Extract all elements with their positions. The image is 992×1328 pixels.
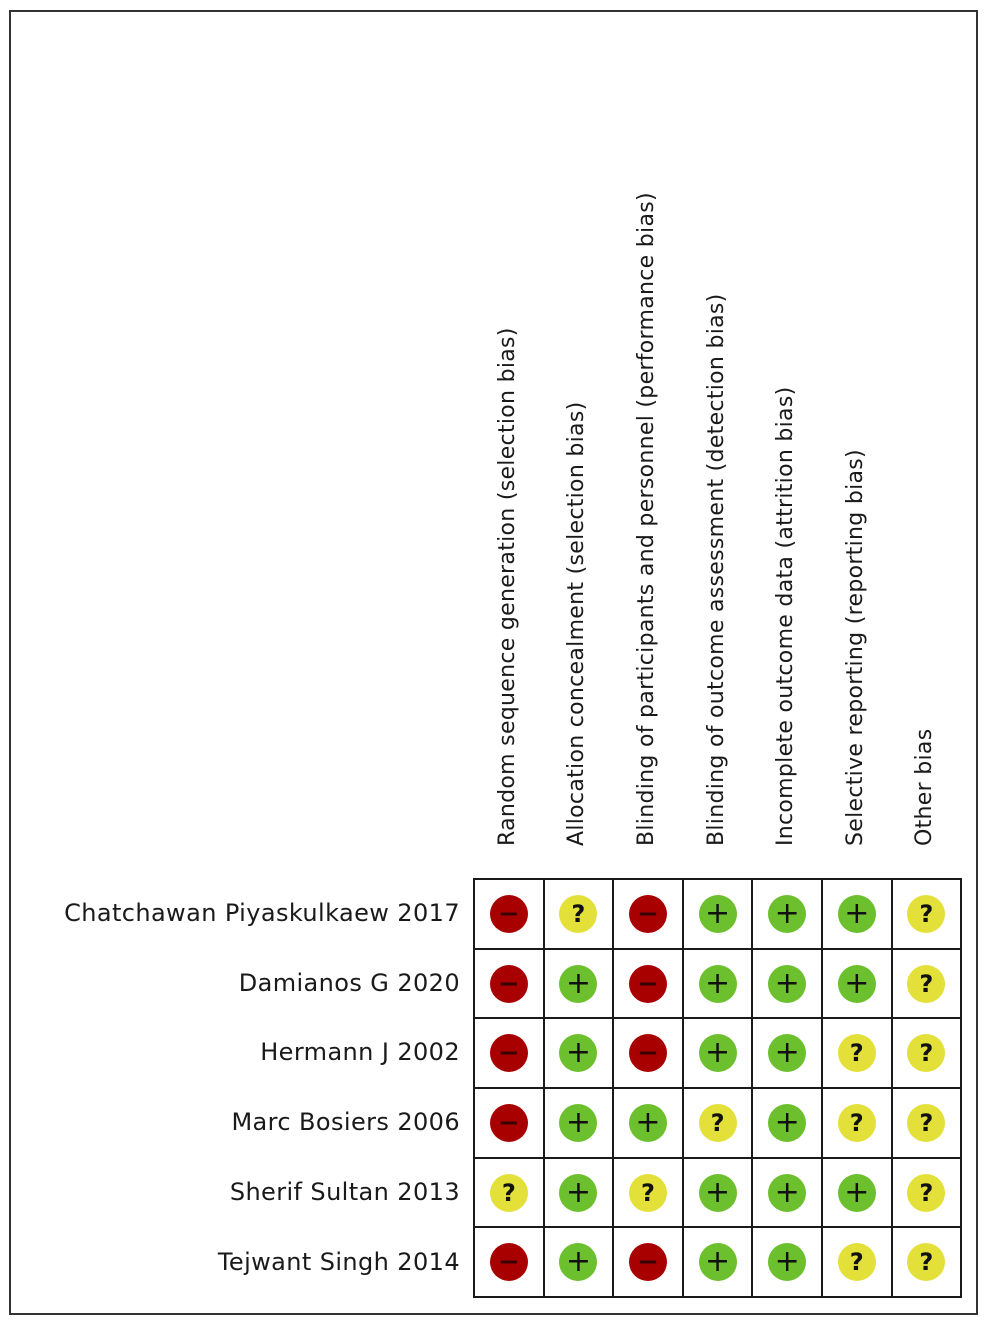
question-circle-icon: ?	[629, 1174, 667, 1212]
rating-cell	[474, 1018, 544, 1088]
minus-circle-icon: −	[490, 1034, 528, 1072]
column-label	[751, 20, 821, 868]
question-circle-icon: ?	[559, 895, 597, 933]
table-row	[474, 1227, 961, 1297]
question-circle-icon: ?	[907, 965, 945, 1003]
rating-cell	[474, 949, 544, 1019]
plus-circle-icon: +	[699, 965, 737, 1003]
question-circle-icon: ?	[907, 1243, 945, 1281]
rating-cell	[822, 879, 892, 949]
question-circle-icon: ?	[907, 1104, 945, 1142]
rating-cell	[613, 1018, 683, 1088]
plus-circle-icon: +	[699, 1174, 737, 1212]
plus-circle-icon: +	[559, 1034, 597, 1072]
rating-cell	[822, 949, 892, 1019]
rating-cell	[752, 1018, 822, 1088]
rating-cell	[892, 949, 962, 1019]
minus-circle-icon: −	[629, 1243, 667, 1281]
rating-cell	[752, 879, 822, 949]
plus-circle-icon: +	[559, 1174, 597, 1212]
study-label: Marc Bosiers 2006	[231, 1108, 460, 1137]
rating-cell	[822, 1088, 892, 1158]
column-label	[821, 20, 891, 868]
plus-circle-icon: +	[559, 965, 597, 1003]
rating-cell	[892, 879, 962, 949]
plus-circle-icon: +	[699, 1034, 737, 1072]
plus-circle-icon: +	[699, 1243, 737, 1281]
plus-circle-icon: +	[768, 965, 806, 1003]
plus-circle-icon: +	[559, 1104, 597, 1142]
study-label: Sherif Sultan 2013	[229, 1177, 460, 1206]
rating-cell	[683, 949, 753, 1019]
rating-cell	[683, 1158, 753, 1228]
question-circle-icon: ?	[699, 1104, 737, 1142]
column-label-text: Other bias	[912, 728, 938, 846]
table-row	[474, 1088, 961, 1158]
column-label-text: Selective reporting (reporting bias)	[842, 449, 868, 846]
rating-cell	[752, 949, 822, 1019]
table-row	[474, 879, 961, 949]
plus-circle-icon: +	[768, 1174, 806, 1212]
plus-circle-icon: +	[838, 895, 876, 933]
column-label	[543, 20, 613, 868]
table-row	[474, 1158, 961, 1228]
rating-cell	[474, 879, 544, 949]
study-label: Chatchawan Piyaskulkaew 2017	[64, 899, 460, 927]
minus-circle-icon: −	[629, 895, 667, 933]
plus-circle-icon: +	[768, 1104, 806, 1142]
minus-circle-icon: −	[490, 965, 528, 1003]
rating-cell	[544, 1088, 614, 1158]
rating-cell	[474, 1088, 544, 1158]
rating-cell	[683, 1018, 753, 1088]
column-label-text: Random sequence generation (selection bias)	[494, 327, 520, 846]
plus-circle-icon: +	[768, 1243, 806, 1281]
minus-circle-icon: −	[490, 1104, 528, 1142]
rating-cell	[892, 1158, 962, 1228]
plus-circle-icon: +	[768, 895, 806, 933]
rating-cell	[544, 1018, 614, 1088]
minus-circle-icon: −	[629, 965, 667, 1003]
column-label-text: Blinding of outcome assessment (detection bias)	[703, 293, 729, 846]
rating-cell	[822, 1227, 892, 1297]
rating-cell	[613, 1227, 683, 1297]
rating-cell	[544, 1158, 614, 1228]
question-circle-icon: ?	[838, 1034, 876, 1072]
table-row	[474, 1018, 961, 1088]
plus-circle-icon: +	[699, 895, 737, 933]
rating-cell	[752, 1227, 822, 1297]
column-label	[612, 20, 682, 868]
plus-circle-icon: +	[838, 965, 876, 1003]
column-label	[891, 20, 961, 868]
risk-of-bias-grid	[473, 878, 962, 1298]
minus-circle-icon: −	[490, 1243, 528, 1281]
plus-circle-icon: +	[838, 1174, 876, 1212]
minus-circle-icon: −	[629, 1034, 667, 1072]
plus-circle-icon: +	[629, 1104, 667, 1142]
rating-cell	[474, 1227, 544, 1297]
rating-cell	[892, 1227, 962, 1297]
rating-cell	[613, 1088, 683, 1158]
minus-circle-icon: −	[490, 895, 528, 933]
rating-cell	[544, 949, 614, 1019]
rating-cell	[613, 879, 683, 949]
rating-cell	[892, 1018, 962, 1088]
question-circle-icon: ?	[838, 1104, 876, 1142]
rating-cell	[474, 1158, 544, 1228]
rating-cell	[752, 1158, 822, 1228]
rating-cell	[752, 1088, 822, 1158]
rating-cell	[613, 949, 683, 1019]
question-circle-icon: ?	[490, 1174, 528, 1212]
rating-cell	[822, 1018, 892, 1088]
study-label: Damianos G 2020	[238, 968, 460, 997]
rating-cell	[822, 1158, 892, 1228]
rating-cell	[613, 1158, 683, 1228]
rating-cell	[544, 1227, 614, 1297]
column-labels	[473, 20, 961, 868]
rating-cell	[683, 1227, 753, 1297]
column-label-text: Allocation concealment (selection bias)	[564, 401, 590, 846]
rating-cell	[683, 1088, 753, 1158]
rating-cell	[544, 879, 614, 949]
question-circle-icon: ?	[907, 1174, 945, 1212]
column-label	[473, 20, 543, 868]
question-circle-icon: ?	[838, 1243, 876, 1281]
study-label: Tejwant Singh 2014	[217, 1247, 460, 1276]
rating-cell	[892, 1088, 962, 1158]
column-label-text: Incomplete outcome data (attrition bias)	[773, 386, 799, 846]
study-label: Hermann J 2002	[260, 1038, 460, 1067]
table-row	[474, 949, 961, 1019]
column-label	[682, 20, 752, 868]
column-label-text: Blinding of participants and personnel (performance bias)	[633, 192, 659, 846]
question-circle-icon: ?	[907, 895, 945, 933]
plus-circle-icon: +	[559, 1243, 597, 1281]
plus-circle-icon: +	[768, 1034, 806, 1072]
rating-cell	[683, 879, 753, 949]
question-circle-icon: ?	[907, 1034, 945, 1072]
